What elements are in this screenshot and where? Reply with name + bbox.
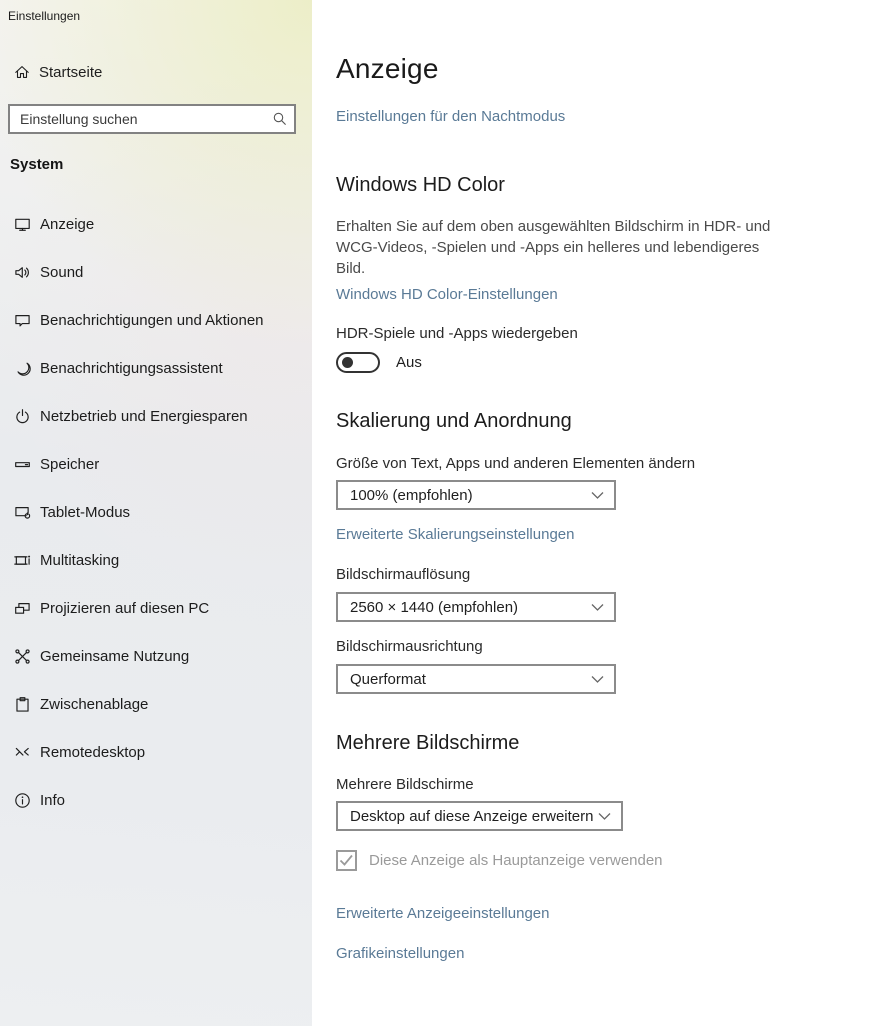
- sidebar-item-home[interactable]: [0, 48, 312, 96]
- chevron-down-icon: [598, 812, 611, 821]
- sidebar-item-benachrichtigungsassistent[interactable]: Benachrichtigungsassistent: [0, 344, 312, 392]
- orientation-label: Bildschirmausrichtung: [336, 638, 483, 655]
- focus-assist-icon: [14, 360, 31, 377]
- search-icon[interactable]: [272, 111, 288, 127]
- page-title: Anzeige: [336, 53, 439, 84]
- multiple-displays-select-value: Desktop auf diese Anzeige erweitern: [350, 807, 594, 825]
- sidebar-item-zwischenablage[interactable]: Zwischenablage: [0, 680, 312, 728]
- hdr-toggle-label: HDR-Spiele und -Apps wiedergeben: [336, 325, 578, 342]
- resolution-select[interactable]: [336, 592, 616, 622]
- project-icon: [14, 600, 31, 617]
- sound-icon: [14, 264, 31, 281]
- multiple-displays-label: Mehrere Bildschirme: [336, 776, 474, 793]
- sidebar-item-netzbetrieb[interactable]: Netzbetrieb und Energiesparen: [0, 392, 312, 440]
- settings-search: [8, 104, 296, 134]
- orientation-select-value: Querformat: [350, 670, 426, 688]
- sidebar-item-gemeinsame-nutzung[interactable]: Gemeinsame Nutzung: [0, 632, 312, 680]
- tablet-mode-icon: [14, 504, 31, 521]
- night-mode-settings-link[interactable]: Einstellungen für den Nachtmodus: [336, 108, 566, 125]
- hd-color-description: Erhalten Sie auf dem oben ausgewählten Bildschirm in HDR- und WCG-Videos, -Spielen und -Apps ein helleres und lebendigeres Bild.: [336, 218, 771, 277]
- sidebar-item-multitasking[interactable]: Multitasking: [0, 536, 312, 584]
- sidebar-item-speicher[interactable]: Speicher: [0, 440, 312, 488]
- main-content: [312, 0, 876, 1026]
- sidebar-item-benachrichtigungen[interactable]: Benachrichtigungen und Aktionen: [0, 296, 312, 344]
- sidebar-item-sound[interactable]: Sound: [0, 248, 312, 296]
- multiple-displays-heading: Mehrere Bildschirme: [336, 732, 520, 754]
- home-icon: [14, 64, 30, 80]
- hdr-toggle[interactable]: [336, 352, 380, 373]
- advanced-display-settings-link[interactable]: Erweiterte Anzeigeeinstellungen: [336, 905, 550, 922]
- scale-select[interactable]: [336, 480, 616, 510]
- display-icon: [14, 216, 31, 233]
- hdr-toggle-state: Aus: [396, 354, 422, 371]
- search-input[interactable]: [8, 104, 296, 134]
- resolution-select-value: 2560 × 1440 (empfohlen): [350, 598, 519, 616]
- scale-select-value: 100% (empfohlen): [350, 486, 473, 504]
- multiple-displays-select[interactable]: [336, 801, 623, 831]
- storage-icon: [14, 456, 31, 473]
- chevron-down-icon: [591, 675, 604, 684]
- sidebar-home-label: Startseite: [39, 63, 103, 81]
- clipboard-icon: [14, 696, 31, 713]
- sidebar-item-anzeige[interactable]: Anzeige: [0, 200, 312, 248]
- sidebar-item-info[interactable]: Info: [0, 776, 312, 824]
- scale-label: Größe von Text, Apps und anderen Elementen ändern: [336, 455, 696, 472]
- multitasking-icon: [14, 552, 31, 569]
- toggle-knob: [342, 357, 353, 368]
- sidebar-item-projizieren[interactable]: Projizieren auf diesen PC: [0, 584, 312, 632]
- sidebar: [0, 0, 312, 1026]
- orientation-select[interactable]: [336, 664, 616, 694]
- main-display-checkbox-row: [336, 850, 876, 871]
- main-display-checkbox-label: Diese Anzeige als Hauptanzeige verwenden: [369, 852, 663, 869]
- checkbox-checked-icon[interactable]: [336, 850, 357, 871]
- power-icon: [14, 408, 31, 425]
- chevron-down-icon: [591, 491, 604, 500]
- chevron-down-icon: [591, 603, 604, 612]
- remote-desktop-icon: [14, 744, 31, 761]
- window-title: Einstellungen: [8, 9, 81, 23]
- sidebar-item-tablet-modus[interactable]: Tablet-Modus: [0, 488, 312, 536]
- sidebar-section-system: System: [10, 156, 64, 173]
- info-icon: [14, 792, 31, 809]
- notifications-icon: [14, 312, 31, 329]
- hd-color-heading: Windows HD Color: [336, 174, 505, 196]
- sidebar-nav: [0, 200, 312, 824]
- resolution-label: Bildschirmauflösung: [336, 566, 471, 583]
- advanced-scaling-link[interactable]: Erweiterte Skalierungseinstellungen: [336, 526, 575, 543]
- hdr-toggle-row: [336, 352, 876, 373]
- scaling-heading: Skalierung und Anordnung: [336, 410, 572, 432]
- graphics-settings-link[interactable]: Grafikeinstellungen: [336, 945, 465, 962]
- shared-experiences-icon: [14, 648, 31, 665]
- hd-color-settings-link[interactable]: Windows HD Color-Einstellungen: [336, 286, 558, 303]
- sidebar-item-remotedesktop[interactable]: Remotedesktop: [0, 728, 312, 776]
